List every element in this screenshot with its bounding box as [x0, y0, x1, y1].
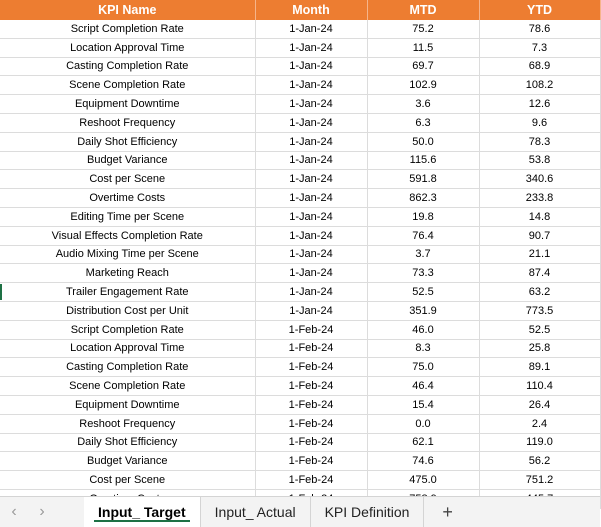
cell-mtd[interactable]: 46.0 [367, 320, 479, 339]
table-row [0, 471, 600, 490]
cell-ytd[interactable]: 90.7 [479, 226, 600, 245]
cell-kpi-name[interactable]: Equipment Downtime [0, 95, 255, 114]
cell-ytd[interactable]: 21.1 [479, 245, 600, 264]
cell-month[interactable]: 1-Feb-24 [255, 358, 367, 377]
row-selection-marker [0, 284, 2, 300]
cell-kpi-name[interactable]: Cost per Scene [0, 170, 255, 189]
cell-kpi-name[interactable]: Reshoot Frequency [0, 113, 255, 132]
cell-ytd[interactable]: 26.4 [479, 395, 600, 414]
cell-kpi-name[interactable]: Daily Shot Efficiency [0, 132, 255, 151]
cell-mtd[interactable]: 73.3 [367, 264, 479, 283]
header-kpi-name[interactable]: KPI Name [0, 0, 255, 20]
cell-month[interactable]: 1-Jan-24 [255, 76, 367, 95]
cell-kpi-name[interactable]: Scene Completion Rate [0, 377, 255, 396]
cell-mtd[interactable]: 46.4 [367, 377, 479, 396]
cell-ytd[interactable]: 2.4 [479, 414, 600, 433]
cell-kpi-name[interactable]: Budget Variance [0, 452, 255, 471]
table-row [0, 377, 600, 396]
cell-month[interactable]: 1-Feb-24 [255, 414, 367, 433]
cell-mtd[interactable]: 6.3 [367, 113, 479, 132]
cell-ytd[interactable]: 110.4 [479, 377, 600, 396]
cell-ytd[interactable]: 119.0 [479, 433, 600, 452]
cell-mtd[interactable]: 15.4 [367, 395, 479, 414]
cell-mtd[interactable]: 11.5 [367, 38, 479, 57]
cell-ytd[interactable]: 751.2 [479, 471, 600, 490]
cell-month[interactable]: 1-Jan-24 [255, 20, 367, 38]
cell-mtd[interactable]: 19.8 [367, 207, 479, 226]
cell-ytd[interactable]: 773.5 [479, 301, 600, 320]
cell-month[interactable]: 1-Feb-24 [255, 377, 367, 396]
cell-month[interactable]: 1-Jan-24 [255, 95, 367, 114]
cell-mtd[interactable]: 115.6 [367, 151, 479, 170]
cell-mtd[interactable]: 862.3 [367, 189, 479, 208]
cell-month[interactable]: 1-Jan-24 [255, 189, 367, 208]
cell-month[interactable]: 1-Feb-24 [255, 320, 367, 339]
cell-month[interactable]: 1-Jan-24 [255, 38, 367, 57]
cell-mtd[interactable]: 591.8 [367, 170, 479, 189]
cell-kpi-name[interactable]: Distribution Cost per Unit [0, 301, 255, 320]
cell-month[interactable]: 1-Jan-24 [255, 132, 367, 151]
cell-month[interactable]: 1-Jan-24 [255, 113, 367, 132]
table-row [0, 38, 600, 57]
cell-kpi-name[interactable]: Location Approval Time [0, 339, 255, 358]
cell-kpi-name[interactable]: Visual Effects Completion Rate [0, 226, 255, 245]
table-row [0, 264, 600, 283]
cell-ytd[interactable]: 7.3 [479, 38, 600, 57]
cell-mtd[interactable]: 8.3 [367, 339, 479, 358]
cell-month[interactable]: 1-Jan-24 [255, 57, 367, 76]
cell-ytd[interactable]: 14.8 [479, 207, 600, 226]
table-row [0, 339, 600, 358]
cell-month[interactable]: 1-Jan-24 [255, 207, 367, 226]
cell-ytd[interactable]: 233.8 [479, 189, 600, 208]
cell-mtd[interactable]: 351.9 [367, 301, 479, 320]
cell-kpi-name[interactable]: Trailer Engagement Rate [0, 283, 255, 302]
table-row [0, 452, 600, 471]
table-row [0, 57, 600, 76]
add-sheet-button[interactable]: + [442, 501, 453, 522]
table-row [0, 358, 600, 377]
table-row [0, 76, 600, 95]
cell-kpi-name[interactable]: Casting Completion Rate [0, 358, 255, 377]
cell-mtd[interactable]: 75.2 [367, 20, 479, 38]
cell-mtd[interactable]: 52.5 [367, 283, 479, 302]
cell-ytd[interactable]: 340.6 [479, 170, 600, 189]
table-row [0, 395, 600, 414]
cell-kpi-name[interactable]: Scene Completion Rate [0, 76, 255, 95]
cell-ytd[interactable]: 78.3 [479, 132, 600, 151]
cell-kpi-name[interactable]: Budget Variance [0, 151, 255, 170]
cell-month[interactable]: 1-Jan-24 [255, 170, 367, 189]
cell-ytd[interactable]: 78.6 [479, 20, 600, 38]
cell-kpi-name[interactable]: Marketing Reach [0, 264, 255, 283]
table-row [0, 170, 600, 189]
cell-ytd[interactable]: 89.1 [479, 358, 600, 377]
table-row [0, 151, 600, 170]
cell-kpi-name[interactable]: Location Approval Time [0, 38, 255, 57]
cell-kpi-name[interactable]: Overtime Costs [0, 189, 255, 208]
cell-kpi-name[interactable]: Daily Shot Efficiency [0, 433, 255, 452]
table-row [0, 207, 600, 226]
cell-mtd[interactable]: 3.6 [367, 95, 479, 114]
cell-mtd[interactable]: 50.0 [367, 132, 479, 151]
tab-input-target[interactable]: Input_ Target [84, 497, 201, 527]
cell-month[interactable]: 1-Feb-24 [255, 433, 367, 452]
cell-month[interactable]: 1-Jan-24 [255, 264, 367, 283]
cell-month[interactable]: 1-Feb-24 [255, 339, 367, 358]
cell-ytd[interactable]: 9.6 [479, 113, 600, 132]
cell-kpi-name[interactable]: Audio Mixing Time per Scene [0, 245, 255, 264]
chevron-right-icon[interactable]: › [39, 503, 45, 520]
table-row [0, 132, 600, 151]
table-row [0, 245, 600, 264]
table-row [0, 433, 600, 452]
table-row [0, 414, 600, 433]
header-ytd[interactable]: YTD [479, 0, 600, 20]
cell-mtd[interactable]: 74.6 [367, 452, 479, 471]
table-row [0, 113, 600, 132]
cell-mtd[interactable]: 75.0 [367, 358, 479, 377]
cell-month[interactable]: 1-Feb-24 [255, 471, 367, 490]
cell-ytd[interactable]: 25.8 [479, 339, 600, 358]
cell-ytd[interactable]: 108.2 [479, 76, 600, 95]
table-row [0, 226, 600, 245]
cell-kpi-name[interactable]: Cost per Scene [0, 471, 255, 490]
cell-ytd[interactable]: 68.9 [479, 57, 600, 76]
cell-month[interactable]: 1-Jan-24 [255, 151, 367, 170]
cell-ytd[interactable]: 12.6 [479, 95, 600, 114]
cell-month[interactable]: 1-Jan-24 [255, 301, 367, 320]
chevron-left-icon[interactable]: ‹ [11, 503, 17, 520]
cell-kpi-name[interactable]: Reshoot Frequency [0, 414, 255, 433]
header-month[interactable]: Month [255, 0, 367, 20]
table-row [0, 283, 600, 302]
cell-month[interactable]: 1-Jan-24 [255, 245, 367, 264]
table-row [0, 301, 600, 320]
header-mtd[interactable]: MTD [367, 0, 479, 20]
cell-mtd[interactable]: 76.4 [367, 226, 479, 245]
cell-ytd[interactable]: 56.2 [479, 452, 600, 471]
cell-month[interactable]: 1-Jan-24 [255, 283, 367, 302]
cell-mtd[interactable]: 0.0 [367, 414, 479, 433]
cell-kpi-name[interactable]: Script Completion Rate [0, 320, 255, 339]
cell-ytd[interactable]: 63.2 [479, 283, 600, 302]
cell-ytd[interactable]: 87.4 [479, 264, 600, 283]
cell-kpi-name[interactable]: Casting Completion Rate [0, 57, 255, 76]
cell-kpi-name[interactable]: Script Completion Rate [0, 20, 255, 38]
cell-month[interactable]: 1-Jan-24 [255, 226, 367, 245]
cell-month[interactable]: 1-Feb-24 [255, 452, 367, 471]
cell-mtd[interactable]: 475.0 [367, 471, 479, 490]
cell-ytd[interactable]: 53.8 [479, 151, 600, 170]
cell-kpi-name[interactable]: Equipment Downtime [0, 395, 255, 414]
cell-mtd[interactable]: 3.7 [367, 245, 479, 264]
table-row [0, 320, 600, 339]
tab-kpi-definition[interactable]: KPI Definition [311, 497, 425, 527]
table-row [0, 20, 600, 38]
cell-kpi-name[interactable]: Editing Time per Scene [0, 207, 255, 226]
cell-ytd[interactable]: 52.5 [479, 320, 600, 339]
tab-input-actual[interactable]: Input_ Actual [201, 497, 311, 527]
table-row [0, 95, 600, 114]
sheet-tab-bar [0, 496, 600, 527]
cell-mtd[interactable]: 62.1 [367, 433, 479, 452]
header-row [0, 0, 600, 20]
cell-mtd[interactable]: 102.9 [367, 76, 479, 95]
cell-month[interactable]: 1-Feb-24 [255, 395, 367, 414]
table-row [0, 189, 600, 208]
cell-mtd[interactable]: 69.7 [367, 57, 479, 76]
